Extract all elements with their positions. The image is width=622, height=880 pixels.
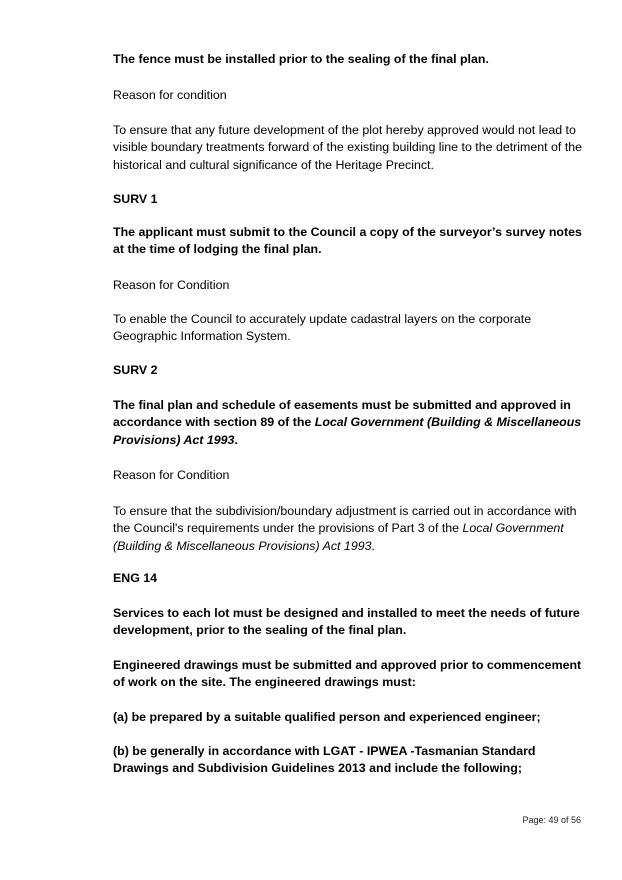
surv2-reason-label: Reason for Condition xyxy=(113,468,230,482)
page-number: Page: 49 of 56 xyxy=(522,815,581,825)
eng14-item-a: (a) be prepared by a suitable qualified person and experienced engineer; xyxy=(113,710,541,724)
eng14-heading: ENG 14 xyxy=(113,571,158,585)
surv1-reason-label: Reason for Condition xyxy=(113,278,230,292)
surv2-condition-text: The final plan and schedule of easements must be submitted and approved in accordance with section 89 of the xyxy=(113,398,571,430)
eng14-drawings: Engineered drawings must be submitted and approved prior to commencement of work on the site. The engineered drawings must: xyxy=(113,658,582,690)
surv2-reason-act: Local Government (Building & Miscellaneous Provisions) Act 1993 xyxy=(113,521,564,553)
surv2-reason-end: . xyxy=(371,538,375,553)
surv2-condition-end: . xyxy=(234,432,238,447)
reason-text-1: To ensure that any future development of the plot hereby approved would not lead to visible boundary treatments forward of the existing building line to the detriment of the historical and cultural significance of the Heritage Precinct. xyxy=(113,123,583,172)
surv2-reason-body: To ensure that the subdivision/boundary adjustment is carried out in accordance with the Council's requirements under the provisions of Part 3 of the xyxy=(113,504,577,536)
surv2-condition xyxy=(113,397,583,449)
eng14-item-b: (b) be generally in accordance with LGAT - IPWEA -Tasmanian Standard Drawings and Subdivision Guidelines 2013 and include the following; xyxy=(113,744,536,776)
eng14-services: Services to each lot must be designed and installed to meet the needs of future development, prior to the sealing of the final plan. xyxy=(113,606,580,638)
reason-label-1: Reason for condition xyxy=(113,88,227,102)
fence-condition: The fence must be installed prior to the sealing of the final plan. xyxy=(113,52,489,66)
surv2-heading: SURV 2 xyxy=(113,363,158,377)
surv1-condition: The applicant must submit to the Council a copy of the surveyor’s survey notes at the time of lodging the final plan. xyxy=(113,225,582,257)
surv1-reason-text: To enable the Council to accurately update cadastral layers on the corporate Geographic Information System. xyxy=(113,312,532,344)
surv2-condition-act: Local Government (Building & Miscellaneous Provisions) Act 1993 xyxy=(113,415,582,447)
surv1-heading: SURV 1 xyxy=(113,192,158,206)
surv2-reason-text xyxy=(113,503,583,555)
